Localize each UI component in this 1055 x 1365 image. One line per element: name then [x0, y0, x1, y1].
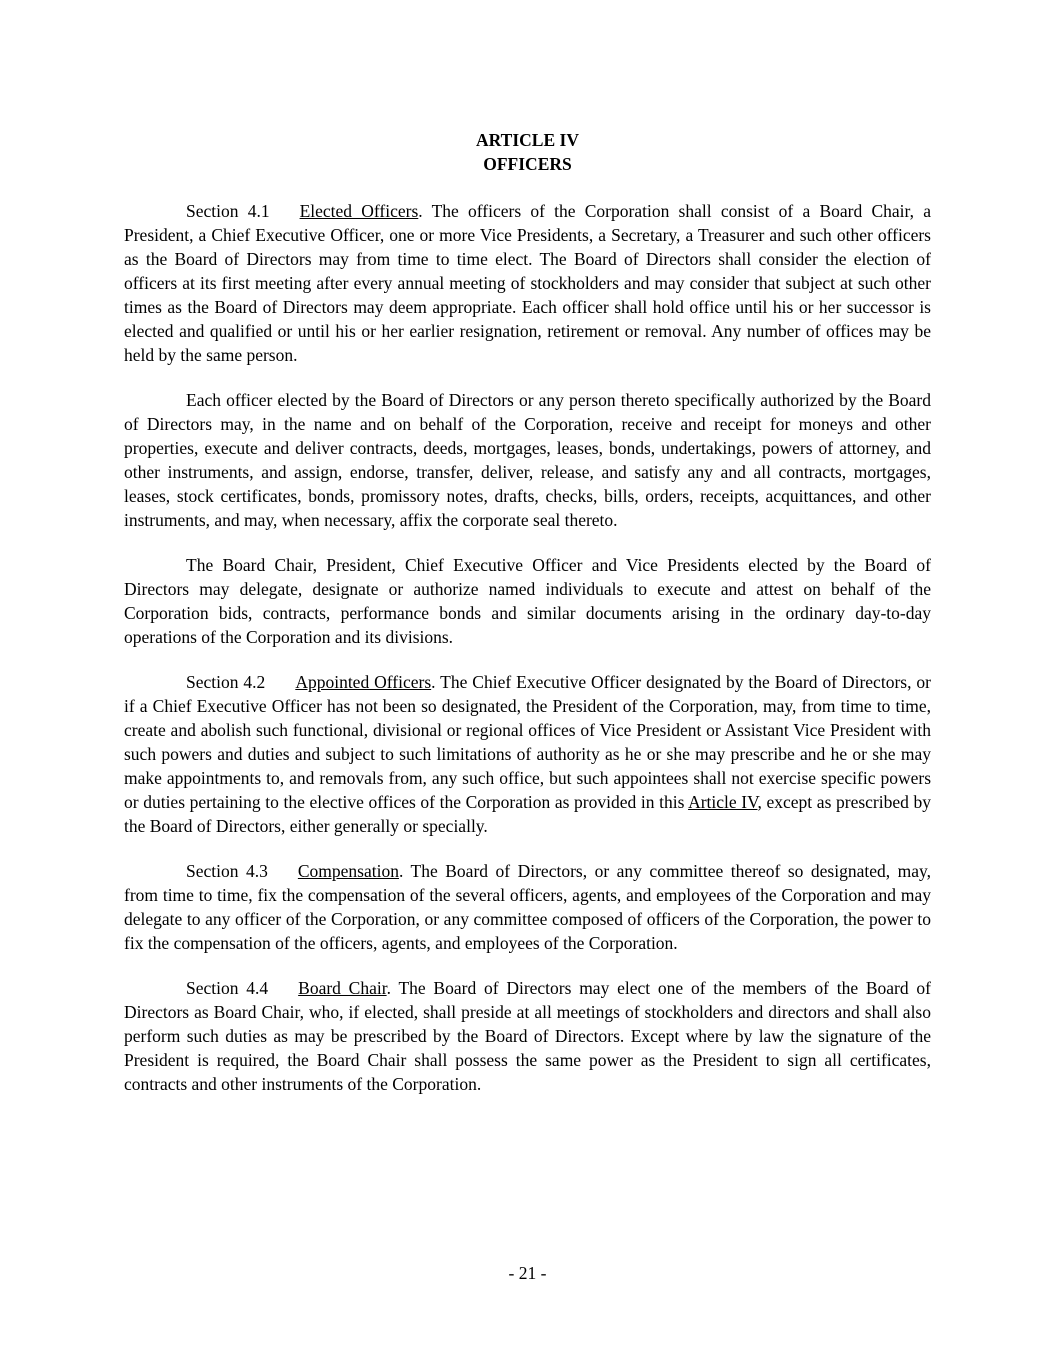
underlined-text-run: Article IV	[688, 792, 758, 812]
underlined-text-run: Elected Officers	[299, 201, 419, 221]
document-paragraphs	[124, 199, 931, 1096]
paragraph	[124, 199, 931, 367]
paragraph	[124, 670, 931, 838]
text-run: . The Chief Executive Officer designated by the Board of Directors, or if a Chief Executive Officer has not been so designated, the President of the Corporation, may, from time to time, create and abolish such functional, divisional or regional offices of Vice President or Assistant Vice President with such powers and duties and subject to such limitations of authority as he or she may prescribe and he or she may make appointments to, and removals from, any such office, but such appointees shall not exercise specific powers or duties pertaining to the elective offices of the Corporation as provided in this	[124, 672, 931, 812]
article-title	[124, 128, 931, 176]
page-number: - 21 -	[508, 1263, 547, 1283]
underlined-text-run: Appointed Officers	[295, 672, 432, 692]
text-run: , except as prescribed by the Board of Directors, either generally or specially.	[124, 792, 932, 836]
text-run: . The Board of Directors, or any committee thereof so designated, may, from time to time, fix the compensation of the several officers, agents, and employees of the Corporation and may delegate to any officer of the Corporation, or any committee composed of officers of the Corporation, the power to fix the compensation of the officers, agents, and employees of the Corporation.	[124, 861, 931, 953]
paragraph	[124, 388, 931, 532]
paragraph	[124, 553, 931, 649]
article-title-line1: ARTICLE IV	[476, 130, 579, 150]
text-run: Section 4.4	[186, 978, 269, 998]
text-run: . The Board of Directors may elect one of the members of the Board of Directors as Board Chair, who, if elected, shall preside at all meetings of stockholders and directors and shall also perform such duties as may be prescribed by the Board of Directors. Except where by law the signature of the President is required, the Board Chair shall possess the same power as the President to sign all certificates, contracts and other instruments of the Corporation.	[124, 978, 931, 1094]
text-run: The Board Chair, President, Chief Executive Officer and Vice Presidents elected by the Board of Directors may delegate, designate or authorize named individuals to execute and attest on behalf of the Corporation bids, contracts, performance bonds and similar documents arising in the ordinary day-to-day operations of the Corporation and its divisions.	[124, 555, 931, 647]
text-run: Each officer elected by the Board of Directors or any person thereto specifically authorized by the Board of Directors may, in the name and on behalf of the Corporation, receive and receipt for moneys and other properties, execute and deliver contracts, deeds, mortgages, leases, bonds, undertakings, powers of attorney, and other instruments, and assign, endorse, transfer, deliver, release, and satisfy any and all contracts, mortgages, leases, stock certificates, bonds, promissory notes, drafts, checks, bills, orders, receipts, acquittances, and other instruments, and may, when necessary, affix the corporate seal thereto.	[124, 390, 931, 530]
text-run: Section 4.1	[186, 201, 270, 221]
text-run: . The officers of the Corporation shall consist of a Board Chair, a President, a Chief Executive Officer, one or more Vice Presidents, a Secretary, a Treasurer and such other officers as the Board of Directors may from time to time elect. The Board of Directors shall consider the election of officers at its first meeting after every annual meeting of stockholders and may consider that subject at such other times as the Board of Directors may deem appropriate. Each officer shall hold office until his or her successor is elected and qualified or until his or her earlier resignation, retirement or removal. Any number of offices may be held by the same person.	[124, 201, 931, 365]
text-run: Section 4.2	[186, 672, 266, 692]
underlined-text-run: Board Chair	[298, 978, 387, 998]
paragraph	[124, 859, 931, 955]
article-title-line2: OFFICERS	[483, 154, 572, 174]
text-run: Section 4.3	[186, 861, 268, 881]
paragraph	[124, 976, 931, 1096]
underlined-text-run: Compensation	[297, 861, 399, 881]
